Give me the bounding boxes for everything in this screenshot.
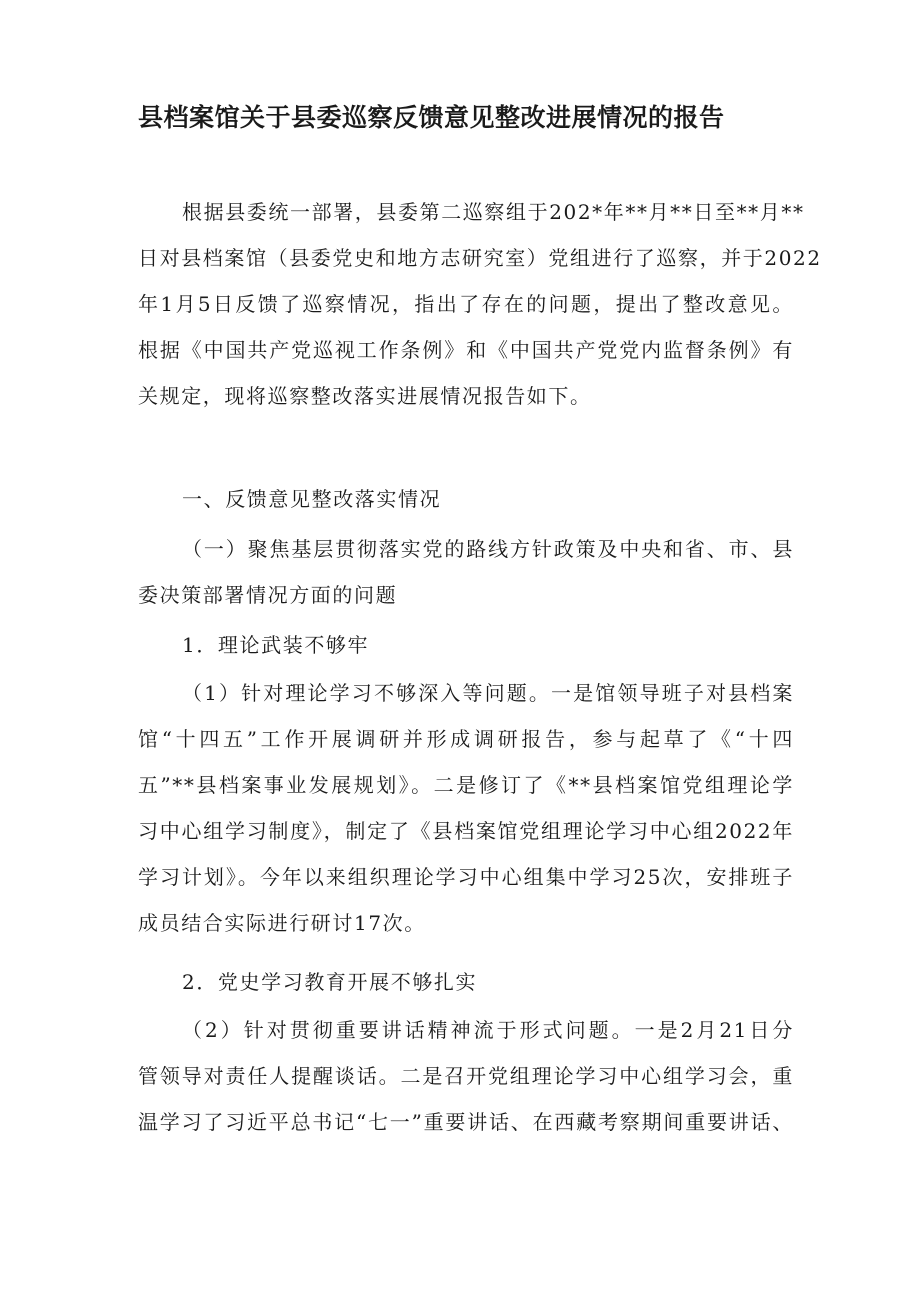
item-heading: [138, 959, 794, 1005]
subsection-paragraph: [138, 526, 794, 618]
paragraph-line: 学习计划》。今年以来组织理论学习中心组集中学习25次，安排班子: [138, 865, 794, 889]
intro-line: 关规定，现将巡察整改落实进展情况报告如下。: [138, 384, 592, 408]
paragraph-line: （1）针对理论学习不够深入等问题。一是馆领导班子对县档案: [182, 681, 794, 705]
section-heading: [138, 476, 794, 522]
paragraph-line: 馆“十四五”工作开展调研并形成调研报告，参与起草了《“十四: [138, 727, 794, 751]
section-one-heading: 一、反馈意见整改落实情况: [182, 487, 442, 511]
paragraph-line: 成员结合实际进行研讨17次。: [138, 911, 426, 935]
paragraph-line: 温学习了习近平总书记“七一”重要讲话、在西藏考察期间重要讲话、: [138, 1110, 794, 1134]
item-two-paragraph: [138, 1007, 794, 1145]
paragraph-line: 习中心组学习制度》，制定了《县档案馆党组理论学习中心组2022年: [138, 819, 794, 843]
item-one-paragraph: [138, 670, 794, 946]
item-two-heading: 2．党史学习教育开展不够扎实: [182, 970, 478, 994]
subsection-line: （一）聚焦基层贯彻落实党的路线方针政策及中央和省、市、县: [182, 537, 794, 561]
paragraph-line: （2）针对贯彻重要讲话精神流于形式问题。一是2月21日分: [182, 1018, 794, 1042]
item-one-heading: 1．理论武装不够牢: [182, 633, 370, 657]
item-heading: [138, 622, 794, 668]
subsection-line: 委决策部署情况方面的问题: [138, 583, 398, 607]
intro-line: 年1月5日反馈了巡察情况，指出了存在的问题，提出了整改意见。: [138, 292, 794, 316]
document-title: 县档案馆关于县委巡察反馈意见整改进展情况的报告: [138, 103, 725, 132]
paragraph-line: 五”**县档案事业发展规划》。二是修订了《**县档案馆党组理论学: [138, 773, 794, 797]
paragraph-line: 管领导对责任人提醒谈话。二是召开党组理论学习中心组学习会，重: [138, 1064, 794, 1088]
intro-line: 根据《中国共产党巡视工作条例》和《中国共产党党内监督条例》有: [138, 338, 794, 362]
intro-line: 根据县委统一部署，县委第二巡察组于202*年**月**日至**月**: [182, 200, 805, 224]
intro-paragraph: [138, 189, 822, 419]
intro-line: 日对县档案馆（县委党史和地方志研究室）党组进行了巡察，并于2022: [138, 246, 822, 270]
